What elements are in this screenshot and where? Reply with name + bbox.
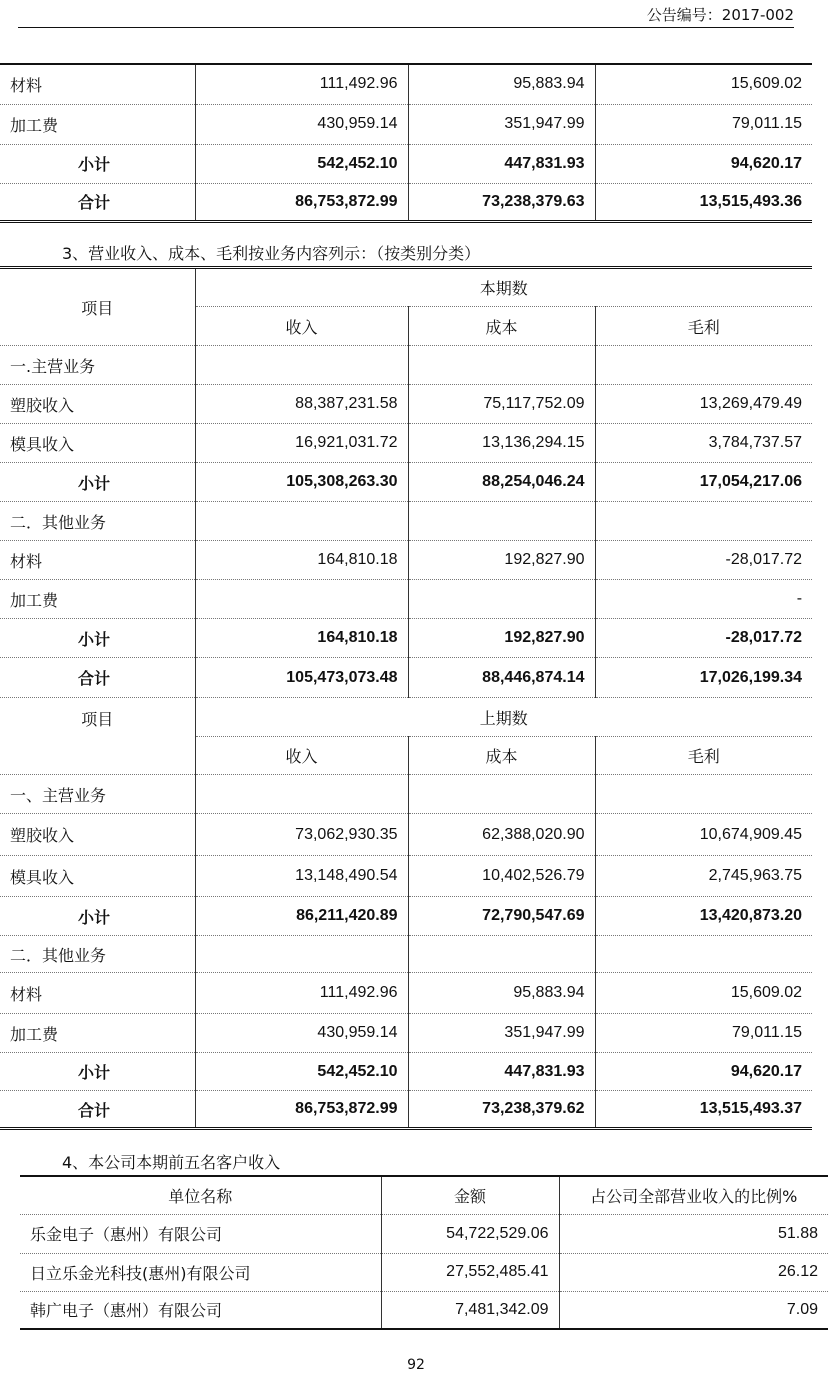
row-label: 模具收入 (0, 856, 195, 897)
header-rule (18, 27, 794, 28)
cost-cell: 351,947.99 (408, 1014, 595, 1053)
column-header-item: 项目 (0, 698, 195, 775)
table-row (0, 183, 812, 221)
table-row (0, 814, 812, 856)
income-cell: 105,308,263.30 (195, 463, 408, 502)
amount-cell: 54,722,529.06 (381, 1214, 559, 1253)
customer-name: 日立乐金光科技(惠州)有限公司 (20, 1253, 381, 1291)
income-cell: 430,959.14 (195, 104, 408, 144)
cost-cell: 447,831.93 (408, 144, 595, 183)
column-header-profit: 毛利 (595, 737, 812, 775)
revenue-cost-table (0, 266, 812, 1130)
profit-cell: 10,674,909.45 (595, 814, 812, 856)
category-label: 二．其他业务 (0, 936, 195, 973)
cost-cell: 62,388,020.90 (408, 814, 595, 856)
cost-cell: 73,238,379.62 (408, 1091, 595, 1129)
table-row (0, 64, 812, 104)
row-label: 合计 (78, 1100, 111, 1120)
category-row (0, 502, 812, 541)
period-header-row (0, 698, 812, 737)
profit-cell: -28,017.72 (595, 619, 812, 658)
cost-cell (408, 580, 595, 619)
cost-cell: 88,254,046.24 (408, 463, 595, 502)
column-header-income: 收入 (195, 307, 408, 346)
row-label: 合计 (78, 193, 111, 212)
cost-cell: 95,883.94 (408, 64, 595, 104)
column-header-name: 单位名称 (20, 1176, 381, 1214)
subtotal-row (0, 463, 812, 502)
profit-cell: 3,784,737.57 (595, 424, 812, 463)
income-cell (195, 580, 408, 619)
category-label: 二．其他业务 (0, 502, 195, 541)
row-label: 小计 (0, 1053, 195, 1091)
income-cell: 164,810.18 (195, 541, 408, 580)
profit-cell: 15,609.02 (595, 973, 812, 1014)
income-cell: 86,211,420.89 (195, 897, 408, 936)
profit-cell: - (595, 580, 812, 619)
income-cell: 88,387,231.58 (195, 385, 408, 424)
column-header-item: 项目 (0, 268, 195, 346)
column-header-profit: 毛利 (595, 307, 812, 346)
profit-cell: 13,420,873.20 (595, 897, 812, 936)
cost-cell: 88,446,874.14 (408, 658, 595, 698)
profit-cell: 94,620.17 (595, 144, 812, 183)
profit-cell: 2,745,963.75 (595, 856, 812, 897)
cost-cell: 447,831.93 (408, 1053, 595, 1091)
total-row (0, 1091, 812, 1129)
category-label: 一.主营业务 (0, 346, 195, 385)
table-row (0, 541, 812, 580)
row-label: 材料 (0, 541, 195, 580)
row-label: 塑胶收入 (0, 385, 195, 424)
period-header-row (0, 268, 812, 307)
income-cell: 86,753,872.99 (195, 1091, 408, 1129)
income-cell: 111,492.96 (195, 64, 408, 104)
income-cell: 542,452.10 (195, 144, 408, 183)
ratio-cell: 26.12 (559, 1253, 828, 1291)
ratio-cell: 51.88 (559, 1214, 828, 1253)
table-header-row (20, 1176, 828, 1214)
table-row (0, 104, 812, 144)
table-row (20, 1291, 828, 1329)
row-label: 小计 (0, 463, 195, 502)
row-label: 小计 (0, 144, 195, 183)
row-label: 加工费 (0, 104, 195, 144)
top-customers-table (20, 1175, 828, 1330)
page-number: 92 (407, 1357, 425, 1373)
income-cell: 430,959.14 (195, 1014, 408, 1053)
table-row (0, 856, 812, 897)
cost-cell: 192,827.90 (408, 541, 595, 580)
total-row (0, 658, 812, 698)
row-label: 小计 (0, 897, 195, 936)
category-row (0, 775, 812, 814)
continued-table (0, 63, 812, 223)
subtotal-row (0, 619, 812, 658)
row-label: 小计 (0, 619, 195, 658)
profit-cell: 79,011.15 (595, 104, 812, 144)
profit-cell: 13,515,493.37 (595, 1091, 812, 1129)
income-cell: 164,810.18 (195, 619, 408, 658)
document-number: 公告编号：2017-002 (646, 6, 794, 24)
period-header: 本期数 (195, 268, 812, 307)
profit-cell: 13,269,479.49 (595, 385, 812, 424)
profit-cell: 94,620.17 (595, 1053, 812, 1091)
subtotal-row (0, 897, 812, 936)
row-label: 塑胶收入 (0, 814, 195, 856)
column-header-ratio: 占公司全部营业收入的比例% (559, 1176, 828, 1214)
profit-cell: -28,017.72 (595, 541, 812, 580)
category-row (0, 346, 812, 385)
cost-cell: 351,947.99 (408, 104, 595, 144)
table-row (20, 1253, 828, 1291)
cost-cell: 10,402,526.79 (408, 856, 595, 897)
cost-cell: 192,827.90 (408, 619, 595, 658)
customer-name: 韩广电子（惠州）有限公司 (30, 1301, 223, 1321)
profit-cell: 15,609.02 (595, 64, 812, 104)
row-label: 加工费 (0, 580, 195, 619)
income-cell: 86,753,872.99 (195, 183, 408, 221)
customer-name: 乐金电子（惠州）有限公司 (20, 1214, 381, 1253)
column-header-amount: 金额 (381, 1176, 559, 1214)
income-cell: 13,148,490.54 (195, 856, 408, 897)
income-cell: 105,473,073.48 (195, 658, 408, 698)
row-label: 合计 (0, 658, 195, 698)
table-row (0, 144, 812, 183)
table-row (0, 1014, 812, 1053)
cost-cell: 13,136,294.15 (408, 424, 595, 463)
cost-cell: 95,883.94 (408, 973, 595, 1014)
section-3-title: 3、营业收入、成本、毛利按业务内容列示：（按类别分类） (62, 244, 481, 263)
cost-cell: 72,790,547.69 (408, 897, 595, 936)
profit-cell: 17,026,199.34 (595, 658, 812, 698)
amount-cell: 27,552,485.41 (381, 1253, 559, 1291)
subtotal-row (0, 1053, 812, 1091)
table-row (0, 580, 812, 619)
income-cell: 73,062,930.35 (195, 814, 408, 856)
table-row (0, 424, 812, 463)
section-4-title: 4、本公司本期前五名客户收入 (62, 1153, 281, 1172)
category-label: 一、主营业务 (0, 775, 195, 814)
amount-cell: 7,481,342.09 (381, 1291, 559, 1329)
income-cell: 542,452.10 (195, 1053, 408, 1091)
table-row (0, 385, 812, 424)
row-label: 加工费 (0, 1014, 195, 1053)
period-header: 上期数 (195, 698, 812, 737)
cost-cell: 75,117,752.09 (408, 385, 595, 424)
profit-cell: 79,011.15 (595, 1014, 812, 1053)
column-header-cost: 成本 (408, 737, 595, 775)
profit-cell: 13,515,493.36 (595, 183, 812, 221)
category-row (0, 936, 812, 973)
column-header-cost: 成本 (408, 307, 595, 346)
row-label: 材料 (0, 973, 195, 1014)
table-row (20, 1214, 828, 1253)
cost-cell: 73,238,379.63 (408, 183, 595, 221)
column-header-income: 收入 (195, 737, 408, 775)
row-label: 材料 (0, 64, 195, 104)
income-cell: 16,921,031.72 (195, 424, 408, 463)
row-label: 模具收入 (0, 424, 195, 463)
table-row (0, 973, 812, 1014)
income-cell: 111,492.96 (195, 973, 408, 1014)
profit-cell: 17,054,217.06 (595, 463, 812, 502)
ratio-cell: 7.09 (559, 1291, 828, 1329)
